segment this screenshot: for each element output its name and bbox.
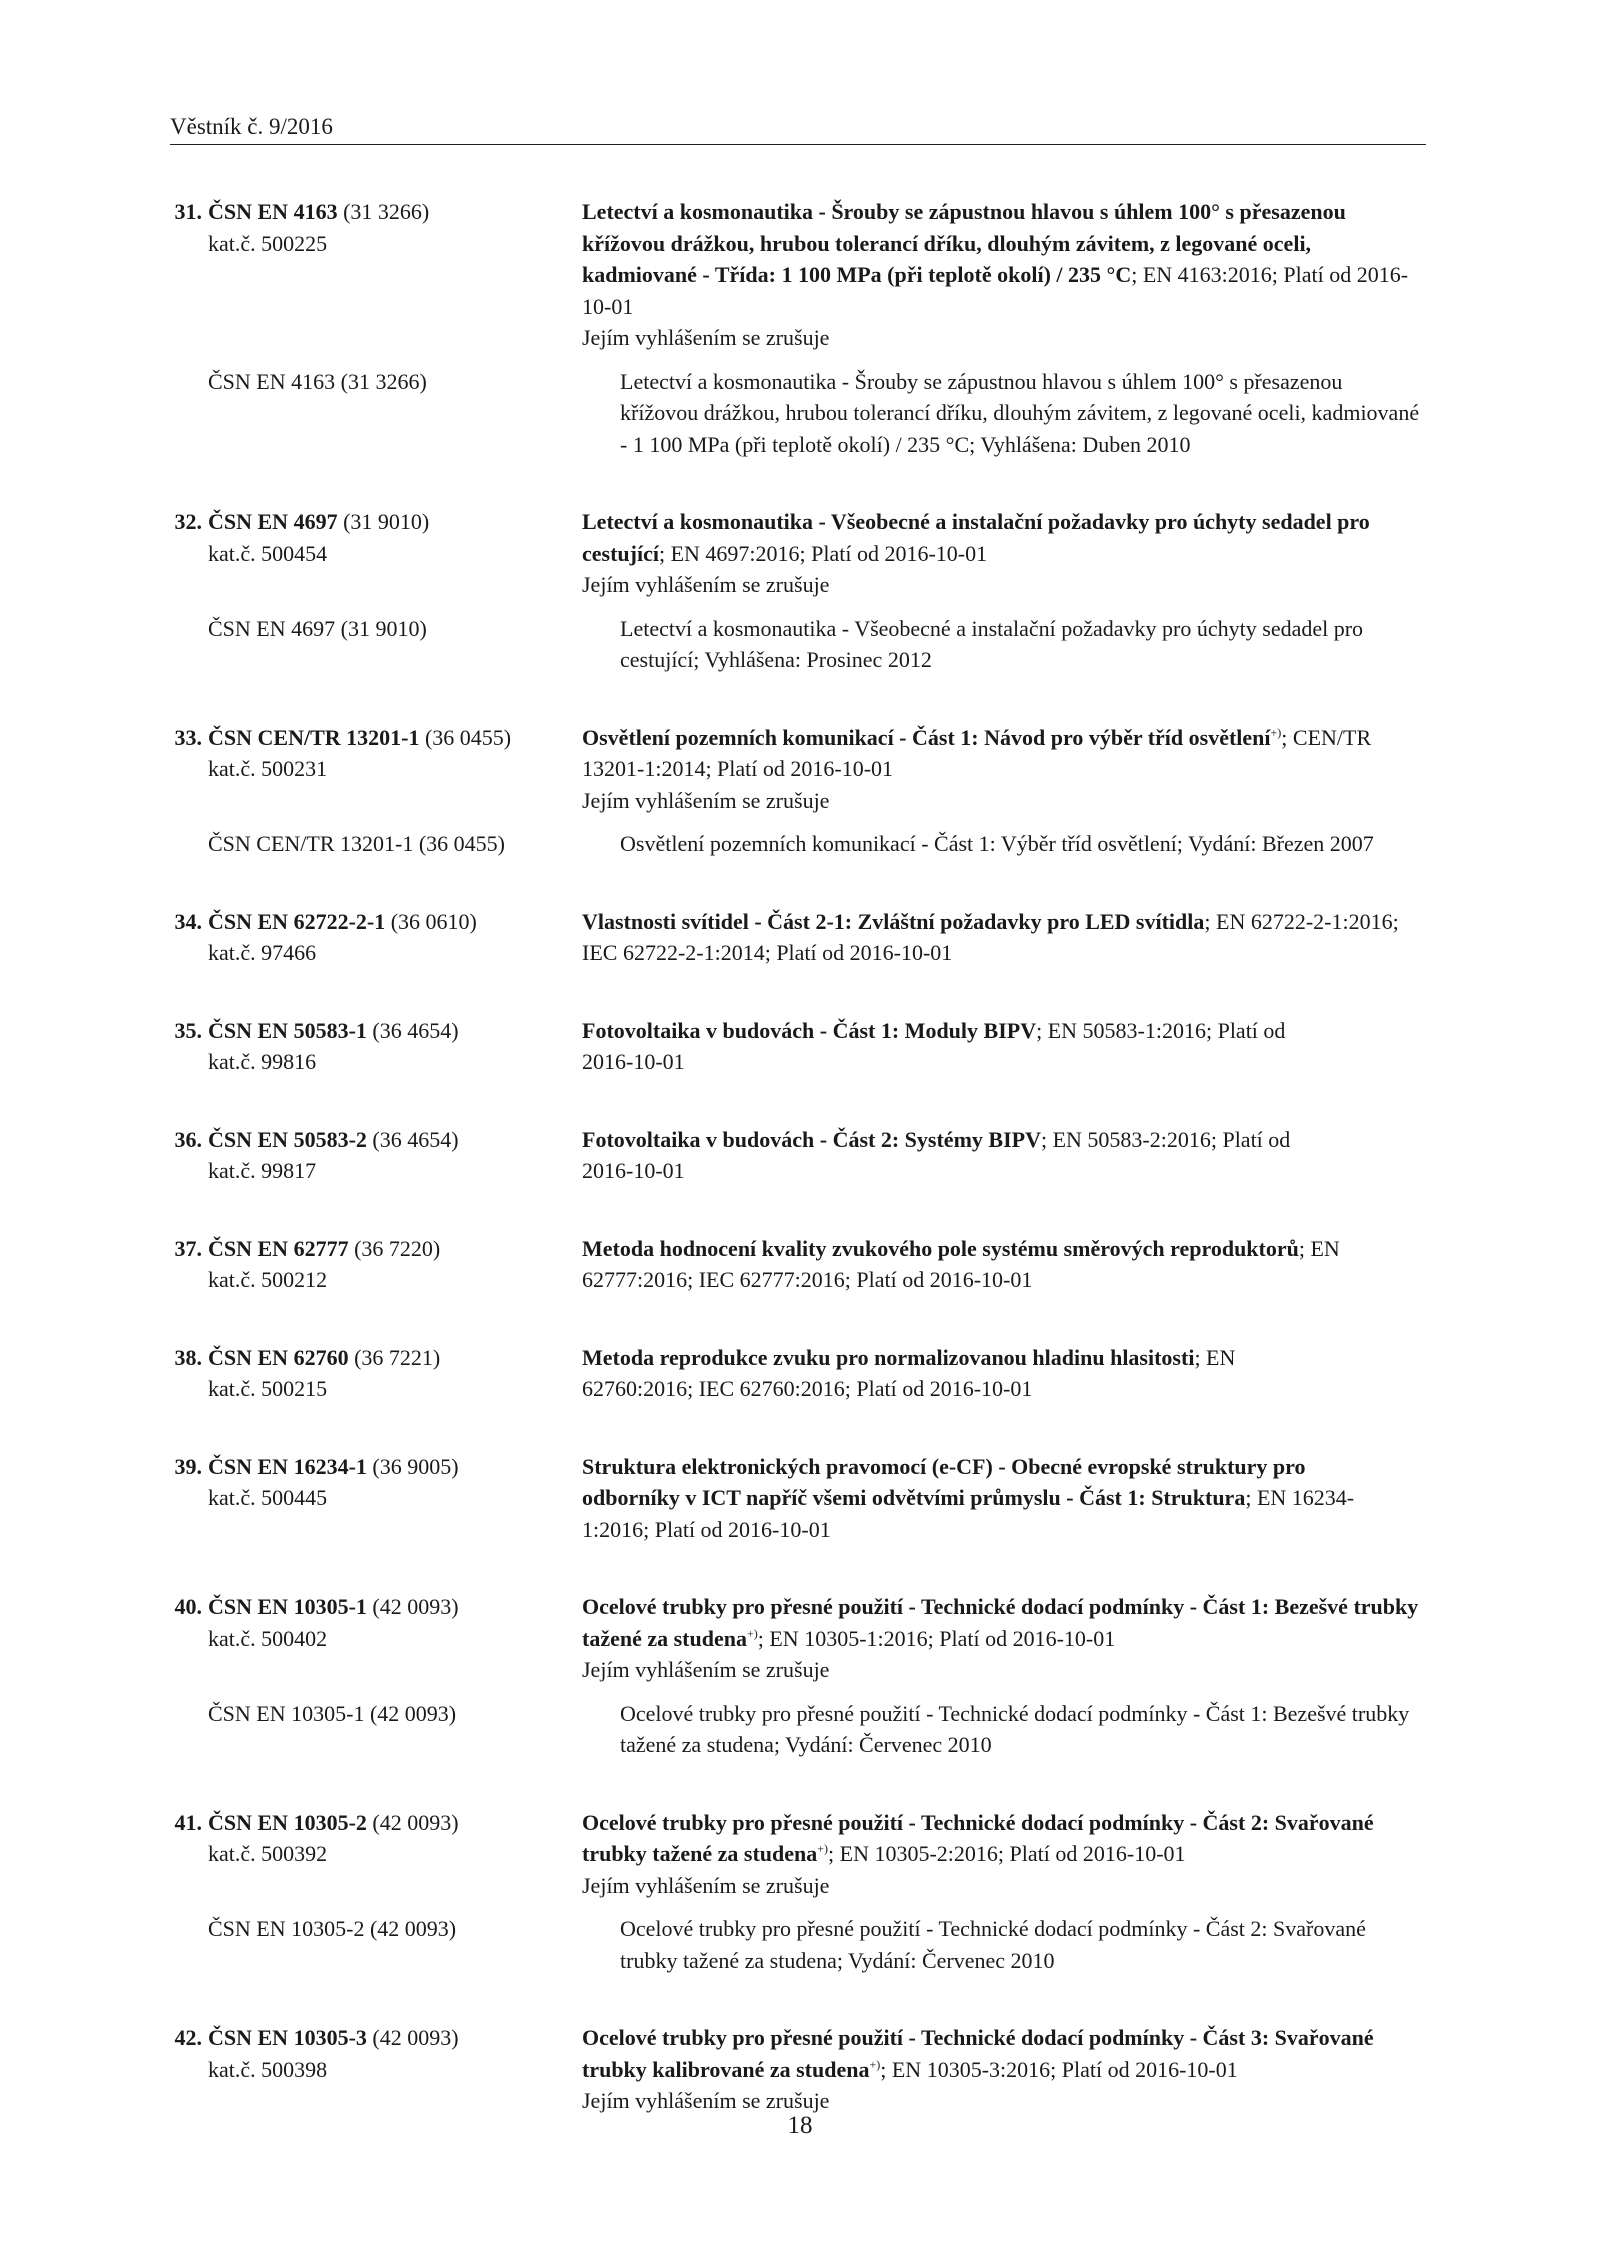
catalog-number: kat.č. 500402 <box>208 1625 328 1651</box>
standard-code: ČSN EN 50583-1 <box>208 1017 367 1043</box>
page-header <box>170 112 1426 145</box>
catalog-number: kat.č. 500392 <box>208 1841 328 1866</box>
standard-code: ČSN CEN/TR 13201-1 <box>208 724 420 750</box>
standard-entry <box>170 1451 1426 1546</box>
entry-description <box>582 906 1426 969</box>
entry-main-row <box>170 196 1426 354</box>
catalog-number: kat.č. 97466 <box>208 940 317 965</box>
standard-title: Ocelové trubky pro přesné použití - Technické dodací podmínky - Část 1: Bezešvé trubky tažené za studena <box>582 1594 1419 1651</box>
entry-identifier <box>170 1342 582 1405</box>
classification-code: (36 7221) <box>354 1344 441 1370</box>
footnote-mark: +) <box>869 2057 881 2072</box>
replaced-standard-code: ČSN EN 4697 (31 9010) <box>208 615 427 641</box>
entry-number: 40. <box>174 1594 202 1619</box>
classification-code: (36 7220) <box>354 1235 441 1261</box>
entry-main-row <box>170 1342 1426 1405</box>
replaced-standard-code: ČSN EN 4163 (31 3266) <box>208 368 427 394</box>
entry-main-row <box>170 1807 1426 1902</box>
entry-description <box>582 1451 1402 1546</box>
standard-code: ČSN EN 4697 <box>208 509 338 534</box>
entry-number: 31. <box>174 199 202 224</box>
entry-number: 41. <box>174 1809 202 1835</box>
entry-identifier <box>170 722 582 817</box>
standard-code: ČSN EN 16234-1 <box>208 1453 367 1479</box>
standard-details: ; EN 62777:2016; IEC 62777:2016; Platí od 2016-10-01 <box>582 1235 1340 1292</box>
standard-title: Metoda reprodukce zvuku pro normalizovanou hladinu hlasitosti <box>582 1344 1195 1370</box>
standard-details: ; EN 62722-2-1:2016; IEC 62722-2-1:2014; Platí od 2016-10-01 <box>582 908 1399 965</box>
entry-description <box>582 1233 1402 1296</box>
catalog-number: kat.č. 500215 <box>208 1376 328 1401</box>
entry-main-row <box>170 722 1426 817</box>
standard-details: ; EN 4163:2016; Platí od 2016-10-01 <box>582 262 1409 319</box>
standard-entry <box>170 1124 1426 1187</box>
standard-code: ČSN EN 62722-2-1 <box>208 908 386 934</box>
entry-number: 33. <box>174 724 202 750</box>
classification-code: (42 0093) <box>372 1809 459 1835</box>
entry-description <box>582 1807 1426 1902</box>
entry-description <box>582 1015 1302 1078</box>
standard-entry <box>170 906 1426 969</box>
standard-details: ; CEN/TR 13201-1:2014; Platí od 2016-10-01 <box>582 724 1372 781</box>
entry-main-row <box>170 906 1426 969</box>
replaced-standard-code: ČSN CEN/TR 13201-1 (36 0455) <box>208 831 505 856</box>
entry-description <box>582 1124 1302 1187</box>
standard-entry <box>170 1591 1426 1761</box>
entry-number: 39. <box>174 1453 202 1479</box>
entry-identifier <box>170 506 582 601</box>
entry-identifier <box>170 906 582 969</box>
entry-main-row <box>170 1591 1426 1686</box>
standard-entry <box>170 196 1426 460</box>
entry-number: 38. <box>174 1344 202 1370</box>
standard-details: ; EN 10305-3:2016; Platí od 2016-10-01 <box>880 2056 1238 2082</box>
entry-identifier <box>170 1233 582 1296</box>
standard-title: Ocelové trubky pro přesné použití - Technické dodací podmínky - Část 2: Svařované trubky tažené za studena <box>582 1809 1374 1866</box>
entry-identifier <box>170 196 582 354</box>
standard-entry <box>170 2022 1426 2117</box>
standard-code: ČSN EN 50583-2 <box>208 1126 367 1152</box>
entry-identifier <box>170 2022 582 2117</box>
standard-entry <box>170 1807 1426 1977</box>
standard-entry <box>170 1015 1426 1078</box>
replaced-standard-text: Ocelové trubky pro přesné použití - Technické dodací podmínky - Část 1: Bezešvé trubky tažené za studena; Vydání: Červenec 2010 <box>620 1700 1410 1757</box>
catalog-number: kat.č. 500398 <box>208 2056 328 2082</box>
entry-identifier <box>170 1591 582 1686</box>
standard-code: ČSN EN 10305-2 <box>208 1809 367 1835</box>
entry-number: 36. <box>174 1126 202 1152</box>
standard-title: Fotovoltaika v budovách - Část 2: Systémy BIPV <box>582 1126 1041 1152</box>
entry-main-row <box>170 2022 1426 2117</box>
standard-code: ČSN EN 62777 <box>208 1235 349 1261</box>
entry-number: 34. <box>174 908 202 934</box>
cancellation-note: Jejím vyhlášením se zrušuje <box>582 2088 830 2113</box>
standard-details: ; EN 50583-1:2016; Platí od 2016-10-01 <box>582 1017 1286 1074</box>
classification-code: (42 0093) <box>372 2025 459 2050</box>
classification-code: (36 9005) <box>372 1453 459 1479</box>
replaced-standard-row <box>170 828 1426 860</box>
entry-identifier <box>170 1124 582 1187</box>
entry-description <box>582 722 1426 817</box>
catalog-number: kat.č. 99816 <box>208 1049 317 1074</box>
replaced-standard-code: ČSN EN 10305-1 (42 0093) <box>208 1700 457 1726</box>
entry-description <box>582 1342 1302 1405</box>
standard-code: ČSN EN 10305-1 <box>208 1594 367 1619</box>
standard-details: ; EN 16234-1:2016; Platí od 2016-10-01 <box>582 1485 1355 1542</box>
entry-description <box>582 506 1426 601</box>
entry-main-row <box>170 1233 1426 1296</box>
standard-title: Vlastnosti svítidel - Část 2-1: Zvláštní požadavky pro LED svítidla <box>582 908 1205 934</box>
standard-title: Letectví a kosmonautika - Všeobecné a instalační požadavky pro úchyty sedadel pro cestující <box>582 509 1370 566</box>
replaced-standard-text: Letectví a kosmonautika - Šrouby se zápustnou hlavou s úhlem 100° s přesazenou křížovou drážkou, hrubou tolerancí dříku, dlouhým závitem, z legované oceli, kadmiované - 1 100 MPa (při teplotě okolí) / 235 °C; Vyhlášena: Duben 2010 <box>620 368 1420 457</box>
catalog-number: kat.č. 500212 <box>208 1267 328 1292</box>
entry-identifier <box>170 1807 582 1902</box>
standard-title: Fotovoltaika v budovách - Část 1: Moduly BIPV <box>582 1017 1037 1043</box>
standard-code: ČSN EN 10305-3 <box>208 2025 367 2050</box>
entry-description <box>582 1591 1426 1686</box>
classification-code: (36 4654) <box>372 1126 459 1152</box>
page-number: 18 <box>787 2112 813 2139</box>
cancellation-note: Jejím vyhlášením se zrušuje <box>582 1872 830 1898</box>
entry-identifier <box>170 1451 582 1546</box>
standard-details: ; EN 4697:2016; Platí od 2016-10-01 <box>658 540 988 566</box>
replaced-standard-text: Letectví a kosmonautika - Všeobecné a instalační požadavky pro úchyty sedadel pro cestující; Vyhlášena: Prosinec 2012 <box>620 615 1364 672</box>
replaced-standard-code: ČSN EN 10305-2 (42 0093) <box>208 1916 457 1941</box>
replaced-standard-text: Osvětlení pozemních komunikací - Část 1: Výběr tříd osvětlení; Vydání: Březen 2007 <box>620 831 1374 856</box>
catalog-number: kat.č. 99817 <box>208 1158 317 1183</box>
entry-description <box>582 2022 1426 2117</box>
entry-main-row <box>170 506 1426 601</box>
cancellation-note: Jejím vyhlášením se zrušuje <box>582 787 830 813</box>
footnote-mark: +) <box>746 1626 758 1641</box>
standard-entry <box>170 1233 1426 1296</box>
classification-code: (36 0455) <box>424 724 512 750</box>
standard-details: ; EN 50583-2:2016; Platí od 2016-10-01 <box>582 1126 1291 1183</box>
standard-code: ČSN EN 4163 <box>208 199 338 224</box>
standard-details: ; EN 10305-1:2016; Platí od 2016-10-01 <box>757 1625 1116 1651</box>
entry-number: 37. <box>174 1235 202 1261</box>
standard-entry <box>170 722 1426 860</box>
standard-title: Letectví a kosmonautika - Šrouby se zápustnou hlavou s úhlem 100° s přesazenou křížovou drážkou, hrubou tolerancí dříku, dlouhým závitem, z legované oceli, kadmiované - Třída: 1 100 MPa (při teplotě okolí) / 235 °C <box>582 199 1346 287</box>
replaced-standard-text: Ocelové trubky pro přesné použití - Technické dodací podmínky - Část 2: Svařované trubky tažené za studena; Vydání: Červenec 2010 <box>620 1916 1366 1973</box>
standard-title: Osvětlení pozemních komunikací - Část 1: Návod pro výběr tříd osvětlení <box>582 724 1271 750</box>
classification-code: (42 0093) <box>372 1594 459 1619</box>
classification-code: (31 3266) <box>343 199 430 224</box>
entry-description <box>582 196 1426 354</box>
entry-number: 32. <box>174 509 202 534</box>
entry-main-row <box>170 1451 1426 1546</box>
entry-main-row <box>170 1124 1426 1187</box>
classification-code: (36 0610) <box>390 908 477 934</box>
cancellation-note: Jejím vyhlášením se zrušuje <box>582 1657 830 1682</box>
header-title: Věstník č. 9/2016 <box>170 114 333 139</box>
footnote-mark: +) <box>1270 725 1282 740</box>
standard-details: ; EN 62760:2016; IEC 62760:2016; Platí od 2016-10-01 <box>582 1344 1236 1401</box>
cancellation-note: Jejím vyhlášením se zrušuje <box>582 325 830 350</box>
entry-number: 42. <box>174 2025 202 2050</box>
catalog-number: kat.č. 500454 <box>208 540 328 566</box>
classification-code: (31 9010) <box>343 509 430 534</box>
standard-details: ; EN 10305-2:2016; Platí od 2016-10-01 <box>828 1841 1186 1866</box>
entry-main-row <box>170 1015 1426 1078</box>
standard-entry <box>170 1342 1426 1405</box>
standard-title: Metoda hodnocení kvality zvukového pole systému směrových reproduktorů <box>582 1235 1299 1261</box>
standard-title: Ocelové trubky pro přesné použití - Technické dodací podmínky - Část 3: Svařované trubky kalibrované za studena <box>582 2025 1374 2082</box>
entry-number: 35. <box>174 1017 202 1043</box>
standard-code: ČSN EN 62760 <box>208 1344 349 1370</box>
standard-entry <box>170 506 1426 676</box>
entry-identifier <box>170 1015 582 1078</box>
replaced-standard-row <box>170 366 1426 461</box>
classification-code: (36 4654) <box>372 1017 459 1043</box>
replaced-standard-row <box>170 613 1426 676</box>
catalog-number: kat.č. 500225 <box>208 230 328 256</box>
catalog-number: kat.č. 500445 <box>208 1485 328 1510</box>
cancellation-note: Jejím vyhlášením se zrušuje <box>582 572 830 597</box>
footnote-mark: +) <box>817 1841 829 1856</box>
catalog-number: kat.č. 500231 <box>208 756 328 781</box>
standards-list <box>170 196 1426 2163</box>
replaced-standard-row <box>170 1913 1426 1976</box>
replaced-standard-row <box>170 1698 1426 1761</box>
standard-title: Struktura elektronických pravomocí (e-CF) - Obecné evropské struktury pro odborníky v ICT napříč všemi odvětvími průmyslu - Část 1: Struktura <box>582 1453 1306 1510</box>
